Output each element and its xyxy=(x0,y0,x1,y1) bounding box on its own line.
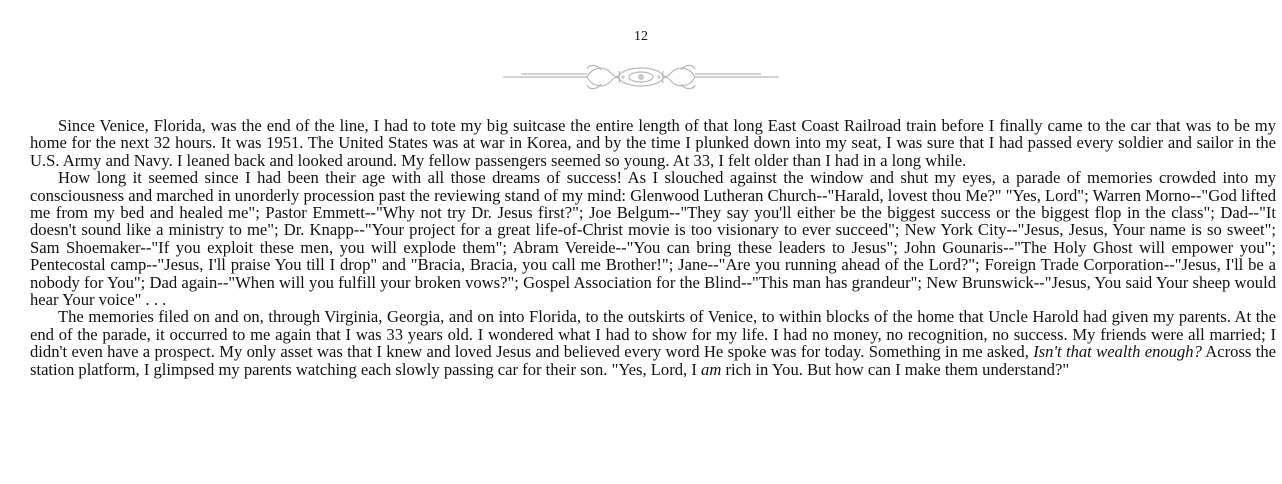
paragraph-3-italic-am: am xyxy=(701,359,722,379)
paragraph-1 xyxy=(30,117,1276,169)
paragraph-3-italic-question: Isn't that wealth enough? xyxy=(1033,342,1202,362)
paragraph-3-text-c: rich in You. But how can I make them understand?" xyxy=(721,359,1070,379)
body-text xyxy=(30,117,1276,378)
paragraph-3-text-b: Across the station platform, I glimpsed my parents watching each slowly passing car for their son. "Yes, Lord, I xyxy=(30,342,1277,379)
paragraph-3-text-a: The memories filed on and on, through Virginia, Georgia, and on into Florida, to the outskirts of Venice, to within blocks of the home that Uncle Harold had given my parents. At the end of the parade, it occurred to me again that I was 33 years old. I wondered what I had to show for my life. I had no money, no recognition, no success. My friends were all married; I didn't even have a prospect. My only asset was that I knew and loved Jesus and believed every word He spoke was for today. Something in me asked, xyxy=(30,307,1276,362)
paragraph-1-text: Since Venice, Florida, was the end of the line, I had to tote my big suitcase the entire length of that long East Coast Railroad train before I finally came to the car that was to be my home for the next 32 hours. It was 1951. The United States was at war in Korea, and by the time I plunked down into my seat, I was sure that I had passed every soldier and sailor in the U.S. Army and Navy. I leaned back and looked around. My fellow passengers seemed so young. At 33, I felt older than I had in a long while. xyxy=(30,116,1276,170)
page-number: 12 xyxy=(634,29,648,44)
paragraph-2-text: How long it seemed since I had been their age with all those dreams of success! As I slouched against the window and shut my eyes, a parade of memories crowded into my consciousness and marched in unorderly procession past the reviewing stand of my mind: Glenwood Lutheran Church--"Harald, lovest thou Me?" "Yes, Lord"; Warren Morno--"God lifted me from my bed and healed me"; Pastor Emmett--"Why not try Dr. Jesus first?"; Joe Belgum--"They say you'll either be the biggest success or the biggest flop in the class"; Dad--"It doesn't sound like a ministry to me"; Dr. Knapp--"Your project for a great life-of-Christ movie is too visionary to ever succeed"; New York City--"Jesus, Jesus, Your name is so sweet"; Sam Shoemaker--"If you exploit these men, you will explode them"; Abram Vereide--"You can bring these leaders to Jesus"; John Gounaris--"The Holy Ghost will empower you"; Pentecostal camp--"Jesus, I'll praise You till I drop" and "Bracia, Bracia, you call me Brother!"; Jane--"Are you running ahead of the Lord?"; Foreign Trade Corporation--"Jesus, I'll be a nobody for You"; Dad again--"When will you fulfill your broken vows?"; Gospel Association for the Blind--"This man has grandeur"; New Brunswick--"Jesus, You said Your sheep would hear Your voice" . . . xyxy=(30,168,1276,310)
paragraph-2 xyxy=(30,169,1276,308)
decorative-divider-icon xyxy=(501,60,781,94)
paragraph-3 xyxy=(30,308,1276,378)
